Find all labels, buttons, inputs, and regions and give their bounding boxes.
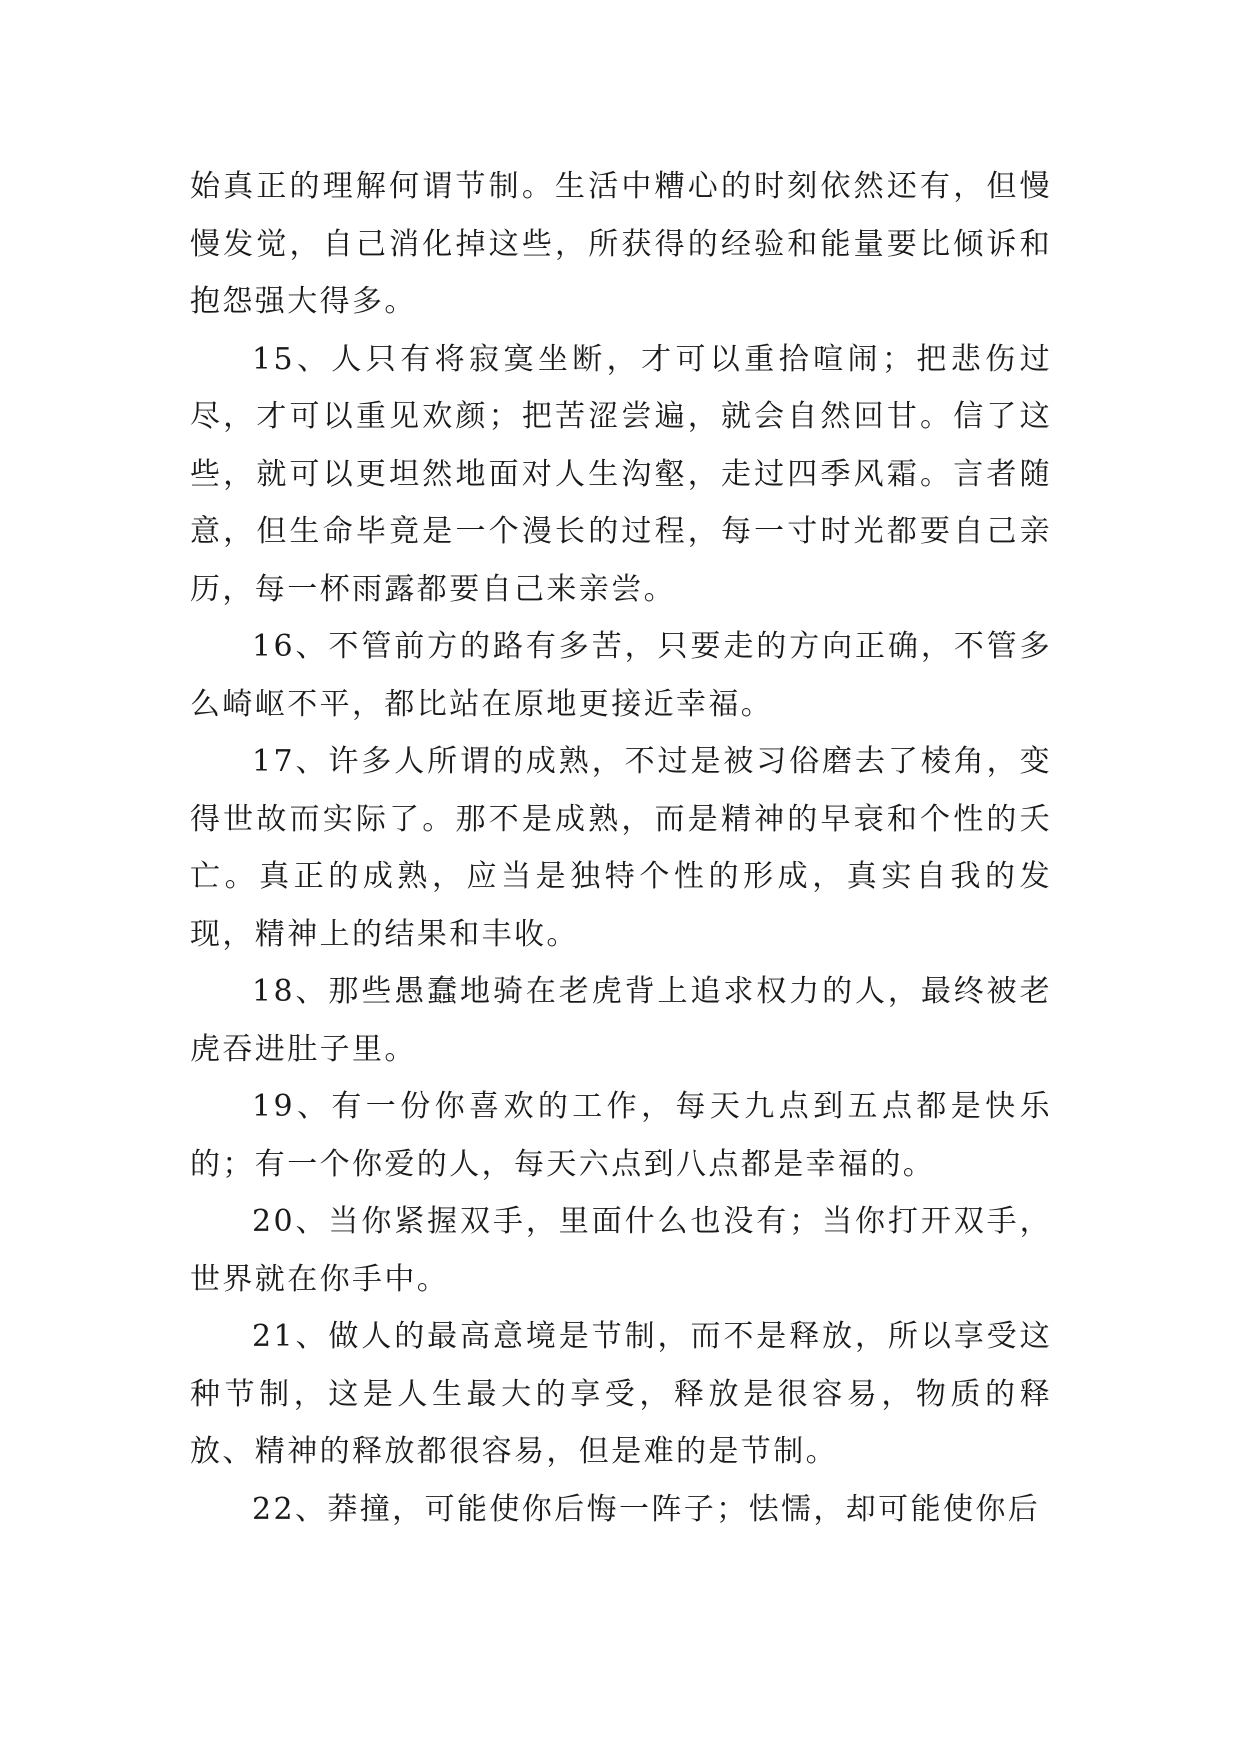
paragraph-18: 18、那些愚蠢地骑在老虎背上追求权力的人，最终被老虎吞进肚子里。 xyxy=(190,974,1052,1067)
paragraph-17: 17、许多人所谓的成熟，不过是被习俗磨去了棱角，变得世故而实际了。那不是成熟，而是精神的早衰和个性的夭亡。真正的成熟，应当是独特个性的形成，真实自我的发现，精神上的结果和丰收。 xyxy=(190,744,1052,952)
paragraph-21: 21、做人的最高意境是节制，而不是释放，所以享受这种节制，这是人生最大的享受，释放是很容易，物质的释放、精神的释放都很容易，但是难的是节制。 xyxy=(190,1319,1052,1469)
paragraph-19: 19、有一份你喜欢的工作，每天九点到五点都是快乐的；有一个你爱的人，每天六点到八点都是幸福的。 xyxy=(190,1089,1052,1182)
document-body xyxy=(190,158,1052,1538)
paragraph-16: 16、不管前方的路有多苦，只要走的方向正确，不管多么崎岖不平，都比站在原地更接近幸福。 xyxy=(190,629,1052,722)
paragraph-continuation: 始真正的理解何谓节制。生活中糟心的时刻依然还有，但慢慢发觉，自己消化掉这些，所获得的经验和能量要比倾诉和抱怨强大得多。 xyxy=(190,169,1052,319)
paragraph-20: 20、当你紧握双手，里面什么也没有；当你打开双手，世界就在你手中。 xyxy=(190,1204,1052,1297)
paragraph-22: 22、莽撞，可能使你后悔一阵子；怯懦，却可能使你后 xyxy=(252,1491,1041,1527)
paragraph-15: 15、人只有将寂寞坐断，才可以重拾喧闹；把悲伤过尽，才可以重见欢颜；把苦涩尝遍，就会自然回甘。信了这些，就可以更坦然地面对人生沟壑，走过四季风霜。言者随意，但生命毕竟是一个漫长的过程，每一寸时光都要自己亲历，每一杯雨露都要自己来亲尝。 xyxy=(190,341,1052,607)
